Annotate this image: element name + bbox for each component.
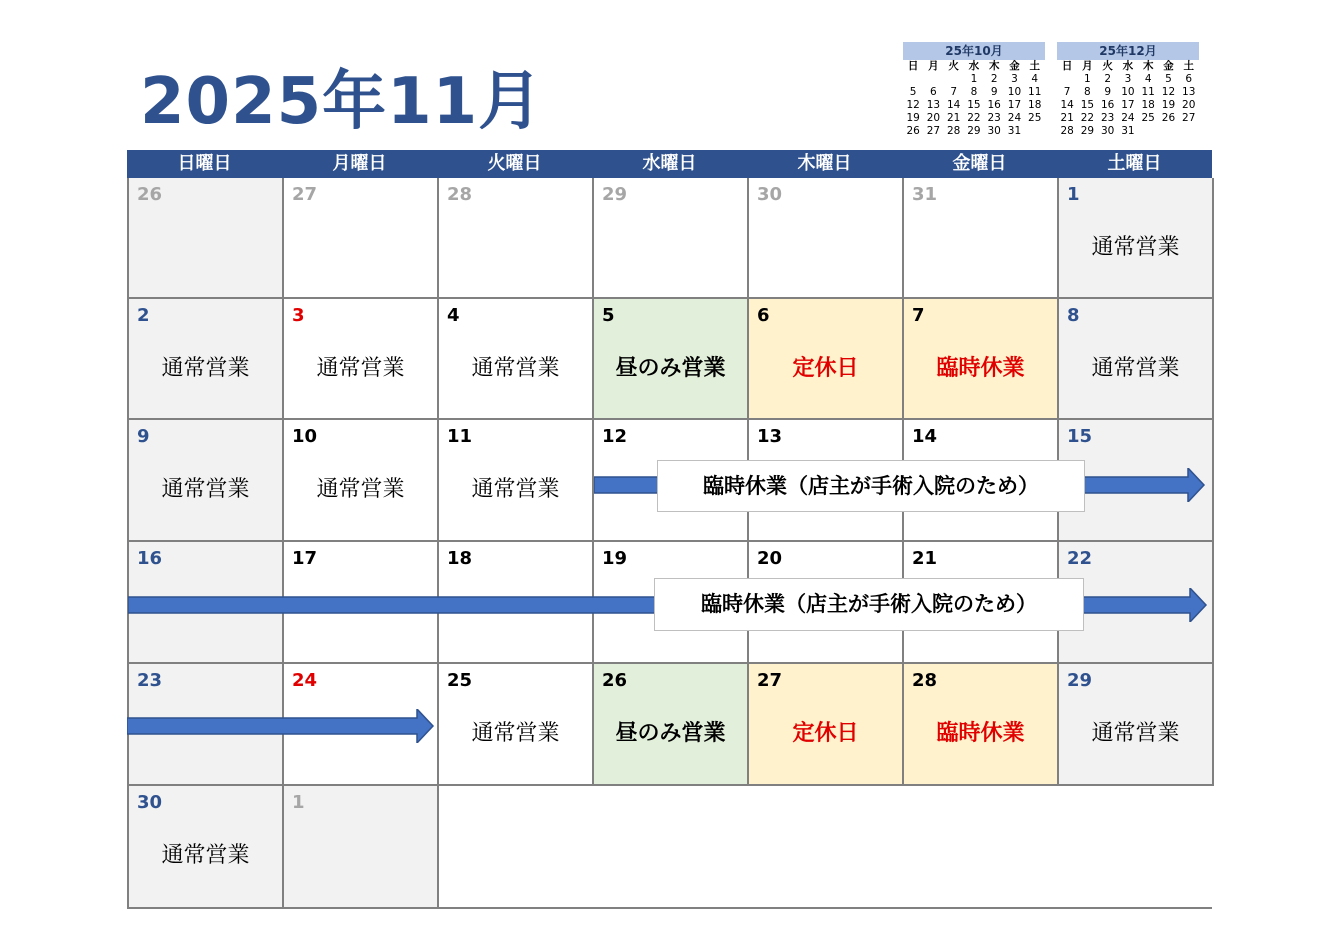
day-cell bbox=[129, 299, 284, 420]
mini-day: 30 bbox=[1100, 125, 1115, 137]
day-number: 16 bbox=[137, 548, 163, 569]
day-cell bbox=[749, 178, 904, 299]
mini-day: 18 bbox=[1028, 99, 1042, 111]
day-status: 通常営業 bbox=[316, 356, 405, 381]
mini-day: 22 bbox=[1080, 112, 1095, 124]
mini-day: 2 bbox=[990, 73, 998, 85]
mini-calendar-next-month bbox=[1057, 42, 1199, 138]
mini-week-row bbox=[903, 125, 1045, 138]
mini-day: 12 bbox=[906, 99, 920, 111]
mini-calendar-prev-month bbox=[903, 42, 1045, 138]
mini-day: 23 bbox=[987, 112, 1001, 124]
day-cell bbox=[129, 786, 284, 909]
mini-day: 14 bbox=[1060, 99, 1074, 111]
mini-day: 13 bbox=[926, 99, 941, 111]
mini-day: 26 bbox=[906, 125, 920, 137]
mini-weekday-label: 水 bbox=[968, 60, 980, 72]
day-status: 昼のみ営業 bbox=[615, 721, 726, 746]
day-status: 通常営業 bbox=[1091, 721, 1180, 746]
mini-week-row bbox=[1057, 86, 1199, 99]
day-cell bbox=[1059, 664, 1214, 786]
mini-day: 28 bbox=[946, 125, 961, 137]
weekday-header: 金曜日 bbox=[952, 153, 1007, 174]
mini-day: 19 bbox=[1161, 99, 1176, 111]
day-number: 25 bbox=[447, 670, 473, 691]
mini-day bbox=[1025, 125, 1045, 138]
day-number: 20 bbox=[757, 548, 783, 569]
day-number: 21 bbox=[912, 548, 938, 569]
mini-week-row bbox=[903, 99, 1045, 112]
mini-day: 26 bbox=[1161, 112, 1176, 124]
month-calendar bbox=[127, 150, 1212, 909]
day-status: 通常営業 bbox=[161, 356, 250, 381]
day-cell bbox=[284, 178, 439, 299]
mini-day: 24 bbox=[1007, 112, 1022, 124]
day-status: 臨時休業 bbox=[936, 721, 1025, 746]
mini-weekday-label: 土 bbox=[1029, 60, 1040, 72]
mini-day: 15 bbox=[1080, 99, 1095, 111]
mini-weekday-label: 日 bbox=[907, 60, 919, 72]
day-cell bbox=[284, 420, 439, 542]
mini-day: 6 bbox=[930, 86, 937, 98]
mini-week-row bbox=[1057, 99, 1199, 112]
day-number: 24 bbox=[292, 670, 318, 691]
mini-day: 23 bbox=[1100, 112, 1115, 124]
day-number: 26 bbox=[137, 184, 163, 205]
weekday-header: 水曜日 bbox=[642, 153, 697, 174]
mini-weekday-row bbox=[903, 60, 1045, 73]
day-number: 2 bbox=[137, 305, 150, 326]
day-status: 昼のみ営業 bbox=[615, 356, 726, 381]
day-cell bbox=[1059, 299, 1214, 420]
mini-day bbox=[903, 73, 923, 86]
mini-day: 31 bbox=[1007, 125, 1022, 137]
mini-day: 13 bbox=[1182, 86, 1196, 98]
mini-day: 4 bbox=[1031, 73, 1039, 85]
day-number: 30 bbox=[137, 792, 163, 813]
mini-day: 10 bbox=[1007, 86, 1022, 98]
mini-week-row bbox=[1057, 125, 1199, 138]
mini-day: 9 bbox=[1104, 86, 1111, 98]
mini-week-row bbox=[903, 73, 1045, 86]
mini-day: 31 bbox=[1121, 125, 1135, 137]
mini-day: 21 bbox=[1060, 112, 1074, 124]
day-number: 27 bbox=[757, 670, 783, 691]
closure-arrow-week5 bbox=[127, 709, 437, 743]
weekday-header: 月曜日 bbox=[332, 153, 387, 174]
weekday-header: 土曜日 bbox=[1107, 153, 1162, 174]
day-number: 31 bbox=[912, 184, 938, 205]
mini-day: 3 bbox=[1011, 73, 1018, 85]
day-cell bbox=[284, 786, 439, 909]
day-status: 通常営業 bbox=[471, 477, 560, 502]
mini-day: 3 bbox=[1124, 73, 1132, 85]
day-status: 通常営業 bbox=[161, 477, 250, 502]
mini-day: 16 bbox=[987, 99, 1001, 111]
day-cell bbox=[594, 178, 749, 299]
mini-day bbox=[1158, 125, 1178, 138]
day-cell bbox=[904, 178, 1059, 299]
mini-day: 17 bbox=[1007, 99, 1022, 111]
weekday-header: 木曜日 bbox=[797, 153, 852, 174]
day-status: 通常営業 bbox=[471, 356, 560, 381]
mini-week-row bbox=[1057, 112, 1199, 125]
mini-day: 8 bbox=[970, 86, 978, 98]
empty-trailing-cells bbox=[439, 786, 1212, 909]
day-number: 27 bbox=[292, 184, 318, 205]
day-cell bbox=[749, 664, 904, 786]
mini-day: 14 bbox=[946, 99, 961, 111]
day-number: 1 bbox=[1067, 184, 1080, 205]
mini-week-row bbox=[1057, 73, 1199, 86]
mini-weekday-label: 月 bbox=[928, 60, 939, 72]
mini-week-row bbox=[903, 112, 1045, 125]
day-cell bbox=[904, 299, 1059, 420]
day-number: 17 bbox=[292, 548, 318, 569]
mini-weekday-label: 火 bbox=[1102, 60, 1113, 72]
mini-day bbox=[1179, 125, 1199, 138]
mini-day: 27 bbox=[926, 125, 941, 137]
calendar-grid bbox=[127, 178, 1212, 909]
mini-day: 29 bbox=[1080, 125, 1095, 137]
mini-day: 1 bbox=[1084, 73, 1091, 85]
mini-day: 15 bbox=[967, 99, 981, 111]
weekday-header: 火曜日 bbox=[487, 153, 542, 174]
mini-day: 28 bbox=[1060, 125, 1074, 137]
mini-weekday-label: 火 bbox=[948, 60, 959, 72]
mini-day: 17 bbox=[1121, 99, 1135, 111]
day-number: 4 bbox=[447, 305, 460, 326]
day-cell bbox=[439, 299, 594, 420]
day-number: 9 bbox=[137, 426, 150, 447]
mini-day: 6 bbox=[1185, 73, 1193, 85]
day-number: 29 bbox=[602, 184, 628, 205]
day-number: 3 bbox=[292, 305, 305, 326]
mini-day bbox=[1057, 73, 1077, 86]
mini-weekday-label: 金 bbox=[1163, 60, 1174, 72]
day-cell bbox=[439, 178, 594, 299]
mini-day: 7 bbox=[1063, 86, 1071, 98]
mini-day: 11 bbox=[1141, 86, 1155, 98]
day-number: 6 bbox=[757, 305, 770, 326]
day-cell bbox=[1059, 178, 1214, 299]
day-number: 29 bbox=[1067, 670, 1093, 691]
mini-day: 9 bbox=[990, 86, 998, 98]
mini-day: 22 bbox=[967, 112, 981, 124]
weekday-header: 日曜日 bbox=[177, 153, 232, 174]
day-number: 22 bbox=[1067, 548, 1093, 569]
day-status: 通常営業 bbox=[1091, 235, 1180, 260]
day-number: 11 bbox=[447, 426, 473, 447]
page-title: 2025年11月 bbox=[140, 65, 544, 139]
mini-day: 20 bbox=[926, 112, 941, 124]
day-status: 通常営業 bbox=[1091, 356, 1180, 381]
day-status: 定休日 bbox=[792, 356, 859, 381]
day-number: 12 bbox=[602, 426, 628, 447]
day-cell bbox=[904, 664, 1059, 786]
weekday-header-row bbox=[127, 150, 1212, 178]
day-number: 10 bbox=[292, 426, 318, 447]
mini-weekday-label: 月 bbox=[1082, 60, 1093, 72]
mini-day: 18 bbox=[1141, 99, 1155, 111]
mini-calendar-header: 25年12月 bbox=[1057, 42, 1199, 60]
mini-day: 5 bbox=[1165, 73, 1172, 85]
mini-day bbox=[923, 73, 943, 86]
mini-day: 25 bbox=[1141, 112, 1155, 124]
day-status: 定休日 bbox=[792, 721, 859, 746]
mini-weekday-label: 金 bbox=[1009, 60, 1020, 72]
mini-day: 8 bbox=[1084, 86, 1091, 98]
day-cell bbox=[749, 299, 904, 420]
mini-day bbox=[944, 73, 964, 86]
mini-weekday-label: 日 bbox=[1061, 60, 1073, 72]
day-number: 8 bbox=[1067, 305, 1080, 326]
day-number: 7 bbox=[912, 305, 925, 326]
day-status: 通常営業 bbox=[316, 477, 405, 502]
day-number: 5 bbox=[602, 305, 615, 326]
mini-day bbox=[1138, 125, 1158, 138]
mini-day: 5 bbox=[909, 86, 917, 98]
day-number: 1 bbox=[292, 792, 305, 813]
day-cell bbox=[284, 299, 439, 420]
day-cell bbox=[439, 420, 594, 542]
mini-day: 2 bbox=[1104, 73, 1111, 85]
day-number: 15 bbox=[1067, 426, 1093, 447]
day-number: 23 bbox=[137, 670, 163, 691]
day-number: 18 bbox=[447, 548, 473, 569]
mini-day: 11 bbox=[1028, 86, 1042, 98]
mini-day: 29 bbox=[967, 125, 981, 137]
mini-day: 19 bbox=[906, 112, 920, 124]
mini-day: 4 bbox=[1144, 73, 1152, 85]
day-number: 28 bbox=[912, 670, 938, 691]
closure-note-week4: 臨時休業（店主が手術入院のため） bbox=[654, 578, 1084, 631]
closure-note-week3: 臨時休業（店主が手術入院のため） bbox=[657, 460, 1085, 512]
mini-weekday-label: 土 bbox=[1183, 60, 1194, 72]
mini-week-row bbox=[903, 86, 1045, 99]
day-cell bbox=[439, 664, 594, 786]
day-cell bbox=[129, 178, 284, 299]
mini-day: 1 bbox=[970, 73, 978, 85]
day-status: 通常営業 bbox=[161, 843, 250, 868]
mini-day: 16 bbox=[1100, 99, 1115, 111]
mini-weekday-row bbox=[1057, 60, 1199, 73]
mini-day: 21 bbox=[946, 112, 961, 124]
mini-calendar-header: 25年10月 bbox=[903, 42, 1045, 60]
mini-day: 12 bbox=[1161, 86, 1176, 98]
mini-day: 25 bbox=[1028, 112, 1042, 124]
day-number: 19 bbox=[602, 548, 628, 569]
mini-weekday-label: 水 bbox=[1122, 60, 1134, 72]
day-number: 26 bbox=[602, 670, 628, 691]
mini-day: 30 bbox=[987, 125, 1001, 137]
day-cell bbox=[129, 420, 284, 542]
day-number: 30 bbox=[757, 184, 783, 205]
day-number: 13 bbox=[757, 426, 783, 447]
day-cell bbox=[594, 299, 749, 420]
day-cell bbox=[594, 664, 749, 786]
mini-day: 24 bbox=[1121, 112, 1135, 124]
mini-day: 10 bbox=[1121, 86, 1135, 98]
day-status: 通常営業 bbox=[471, 721, 560, 746]
day-status: 臨時休業 bbox=[936, 356, 1025, 381]
mini-day: 27 bbox=[1182, 112, 1196, 124]
mini-weekday-label: 木 bbox=[988, 60, 1000, 72]
mini-day: 7 bbox=[950, 86, 957, 98]
day-number: 14 bbox=[912, 426, 938, 447]
mini-weekday-label: 木 bbox=[1142, 60, 1154, 72]
day-number: 28 bbox=[447, 184, 473, 205]
mini-day: 20 bbox=[1182, 99, 1196, 111]
